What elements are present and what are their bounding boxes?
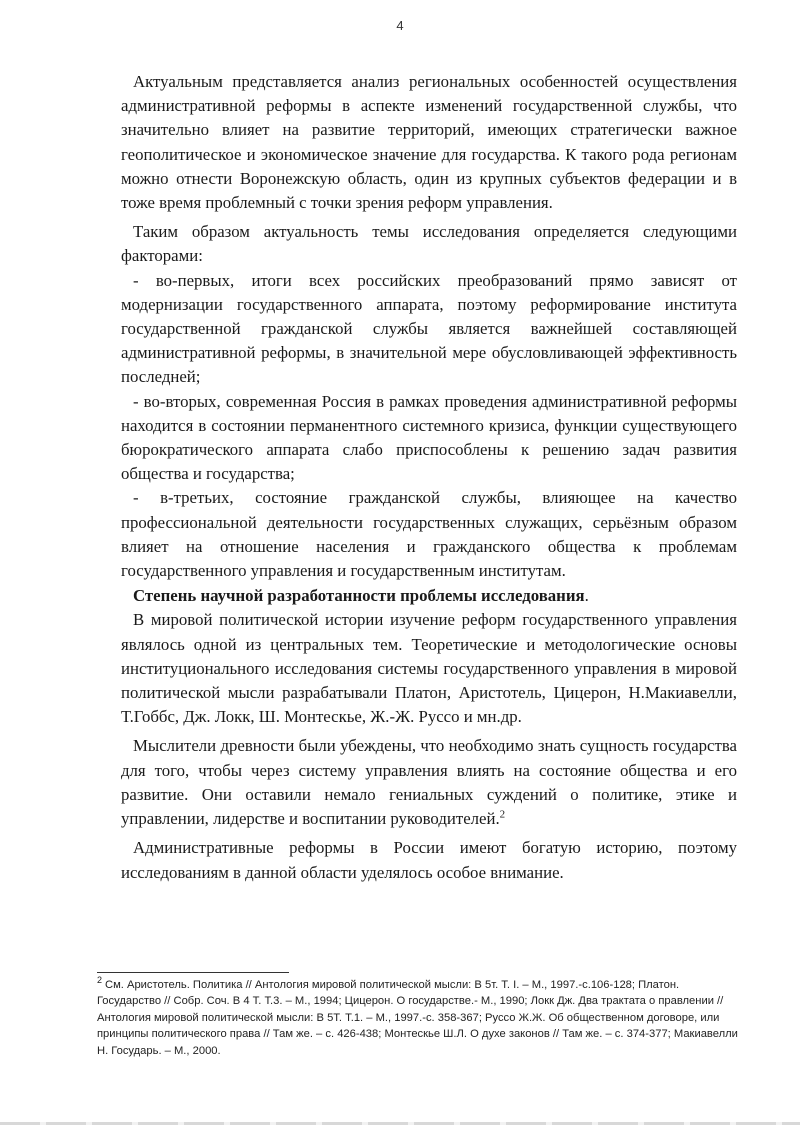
paragraph-factors-intro: Таким образом актуальность темы исследования определяется следующими факторами: xyxy=(121,222,737,266)
section-heading xyxy=(121,584,737,608)
list-item-second: - во-вторых, современная Россия в рамках проведения административной реформы находится в состоянии перманентного системного кризиса, функции существующего бюрократического аппарата слабо приспособлены к решению задач развития общества и государства; xyxy=(121,391,737,484)
list-item-first: - во-первых, итоги всех российских преобразований прямо зависят от модернизации государственного аппарата, поэтому реформирование института государственной гражданской службы является важнейшей составляющей административной реформы, в значительной мере обусловливающей эффективность последней; xyxy=(121,270,737,387)
footnote xyxy=(97,977,739,1059)
scan-edge-divider xyxy=(0,1122,800,1125)
paragraph-world-history: В мировой политической истории изучение реформ государственного управления являлось одной из центральных тем. Теоретические и методологические основы институционального исследования системы государственного управления в мировой политической мысли разрабатывали Платон, Аристотель, Цицерон, Н.Макиавелли, Т.Гоббс, Дж. Локк, Ш. Монтескье, Ж.-Ж. Руссо и мн.др. xyxy=(121,610,737,727)
paragraph-ancient-thinkers-text: Мыслители древности были убеждены, что необходимо знать сущность государства для того, чтобы через систему управления влиять на состояние общества и его развитие. Они оставили немало гениальных суждений о политике, этике и управлении, лидерстве и воспитании руководителей. xyxy=(121,736,737,829)
footnote-divider xyxy=(97,972,289,973)
page-number: 4 xyxy=(396,18,404,33)
section-heading-text: Степень научной разработанности проблемы исследования xyxy=(133,586,585,606)
paragraph-ancient-thinkers xyxy=(121,734,737,831)
list-item-third: - в-третьих, состояние гражданской службы, влияющее на качество профессиональной деятельности государственных служащих, серьёзным образом влияет на отношение населения и гражданского общества к проблемам государственного управления и государственным институтам. xyxy=(121,488,737,581)
footnote-text: См. Аристотель. Политика // Антология мировой политической мысли: В 5т. Т. I. – М., 1997.-с.106-128; Платон. Государство // Собр. Соч. В 4 Т. Т.3. – М., 1994; Цицерон. О государстве.- М., 1990; Локк Дж. Два трактата о правлении // Антология мировой политической мысли: В 5Т. Т.1. – М., 1997.-с. 358-367; Руссо Ж.Ж. Об общественном договоре, или принципы политического права // Там же. – с. 426-438; Монтескье Ш.Л. О духе законов // Там же. – с. 374-377; Макиавелли Н. Государь. – М., 2000. xyxy=(97,979,738,1057)
document-body xyxy=(121,70,737,885)
footnote-reference[interactable]: 2 xyxy=(499,808,506,821)
section-heading-suffix: . xyxy=(584,586,589,606)
paragraph-relevance: Актуальным представляется анализ региональных особенностей осуществления административной реформы в аспекте изменений государственной службы, что значительно влияет на развитие территорий, имеющих стратегически важное геополитическое и экономическое значение для государства. К такого рода регионам можно отнести Воронежскую область, один из крупных субъектов федерации и в тоже время проблемный с точки зрения реформ управления. xyxy=(121,72,737,213)
footnote-mark: 2 xyxy=(97,975,103,986)
paragraph-reforms-russia: Административные реформы в России имеют богатую историю, поэтому исследованиям в данной области уделялось особое внимание. xyxy=(121,838,737,882)
